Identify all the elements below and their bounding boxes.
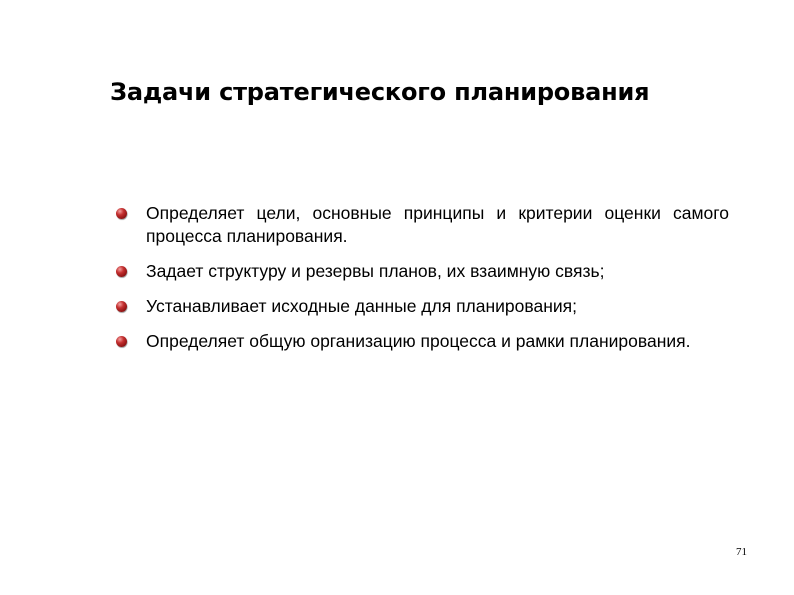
bullet-text: Определяет общую организацию процесса и рамки планирования. xyxy=(146,331,691,351)
bullet-item xyxy=(114,202,729,248)
bullet-item xyxy=(114,295,729,318)
red-sphere-bullet-icon xyxy=(116,208,127,219)
bullet-item xyxy=(114,260,729,283)
slide-title: Задачи стратегического планирования xyxy=(110,78,650,106)
red-sphere-bullet-icon xyxy=(116,301,127,312)
red-sphere-bullet-icon xyxy=(116,266,127,277)
red-sphere-bullet-icon xyxy=(116,336,127,347)
bullet-text: Определяет цели, основные принципы и критерии оценки самого процесса планирования. xyxy=(146,203,729,246)
bullet-list xyxy=(114,202,729,365)
bullet-text: Задает структуру и резервы планов, их взаимную связь; xyxy=(146,261,605,281)
bullet-text: Устанавливает исходные данные для планирования; xyxy=(146,296,578,316)
page-number: 71 xyxy=(736,546,747,558)
bullet-item xyxy=(114,330,729,353)
